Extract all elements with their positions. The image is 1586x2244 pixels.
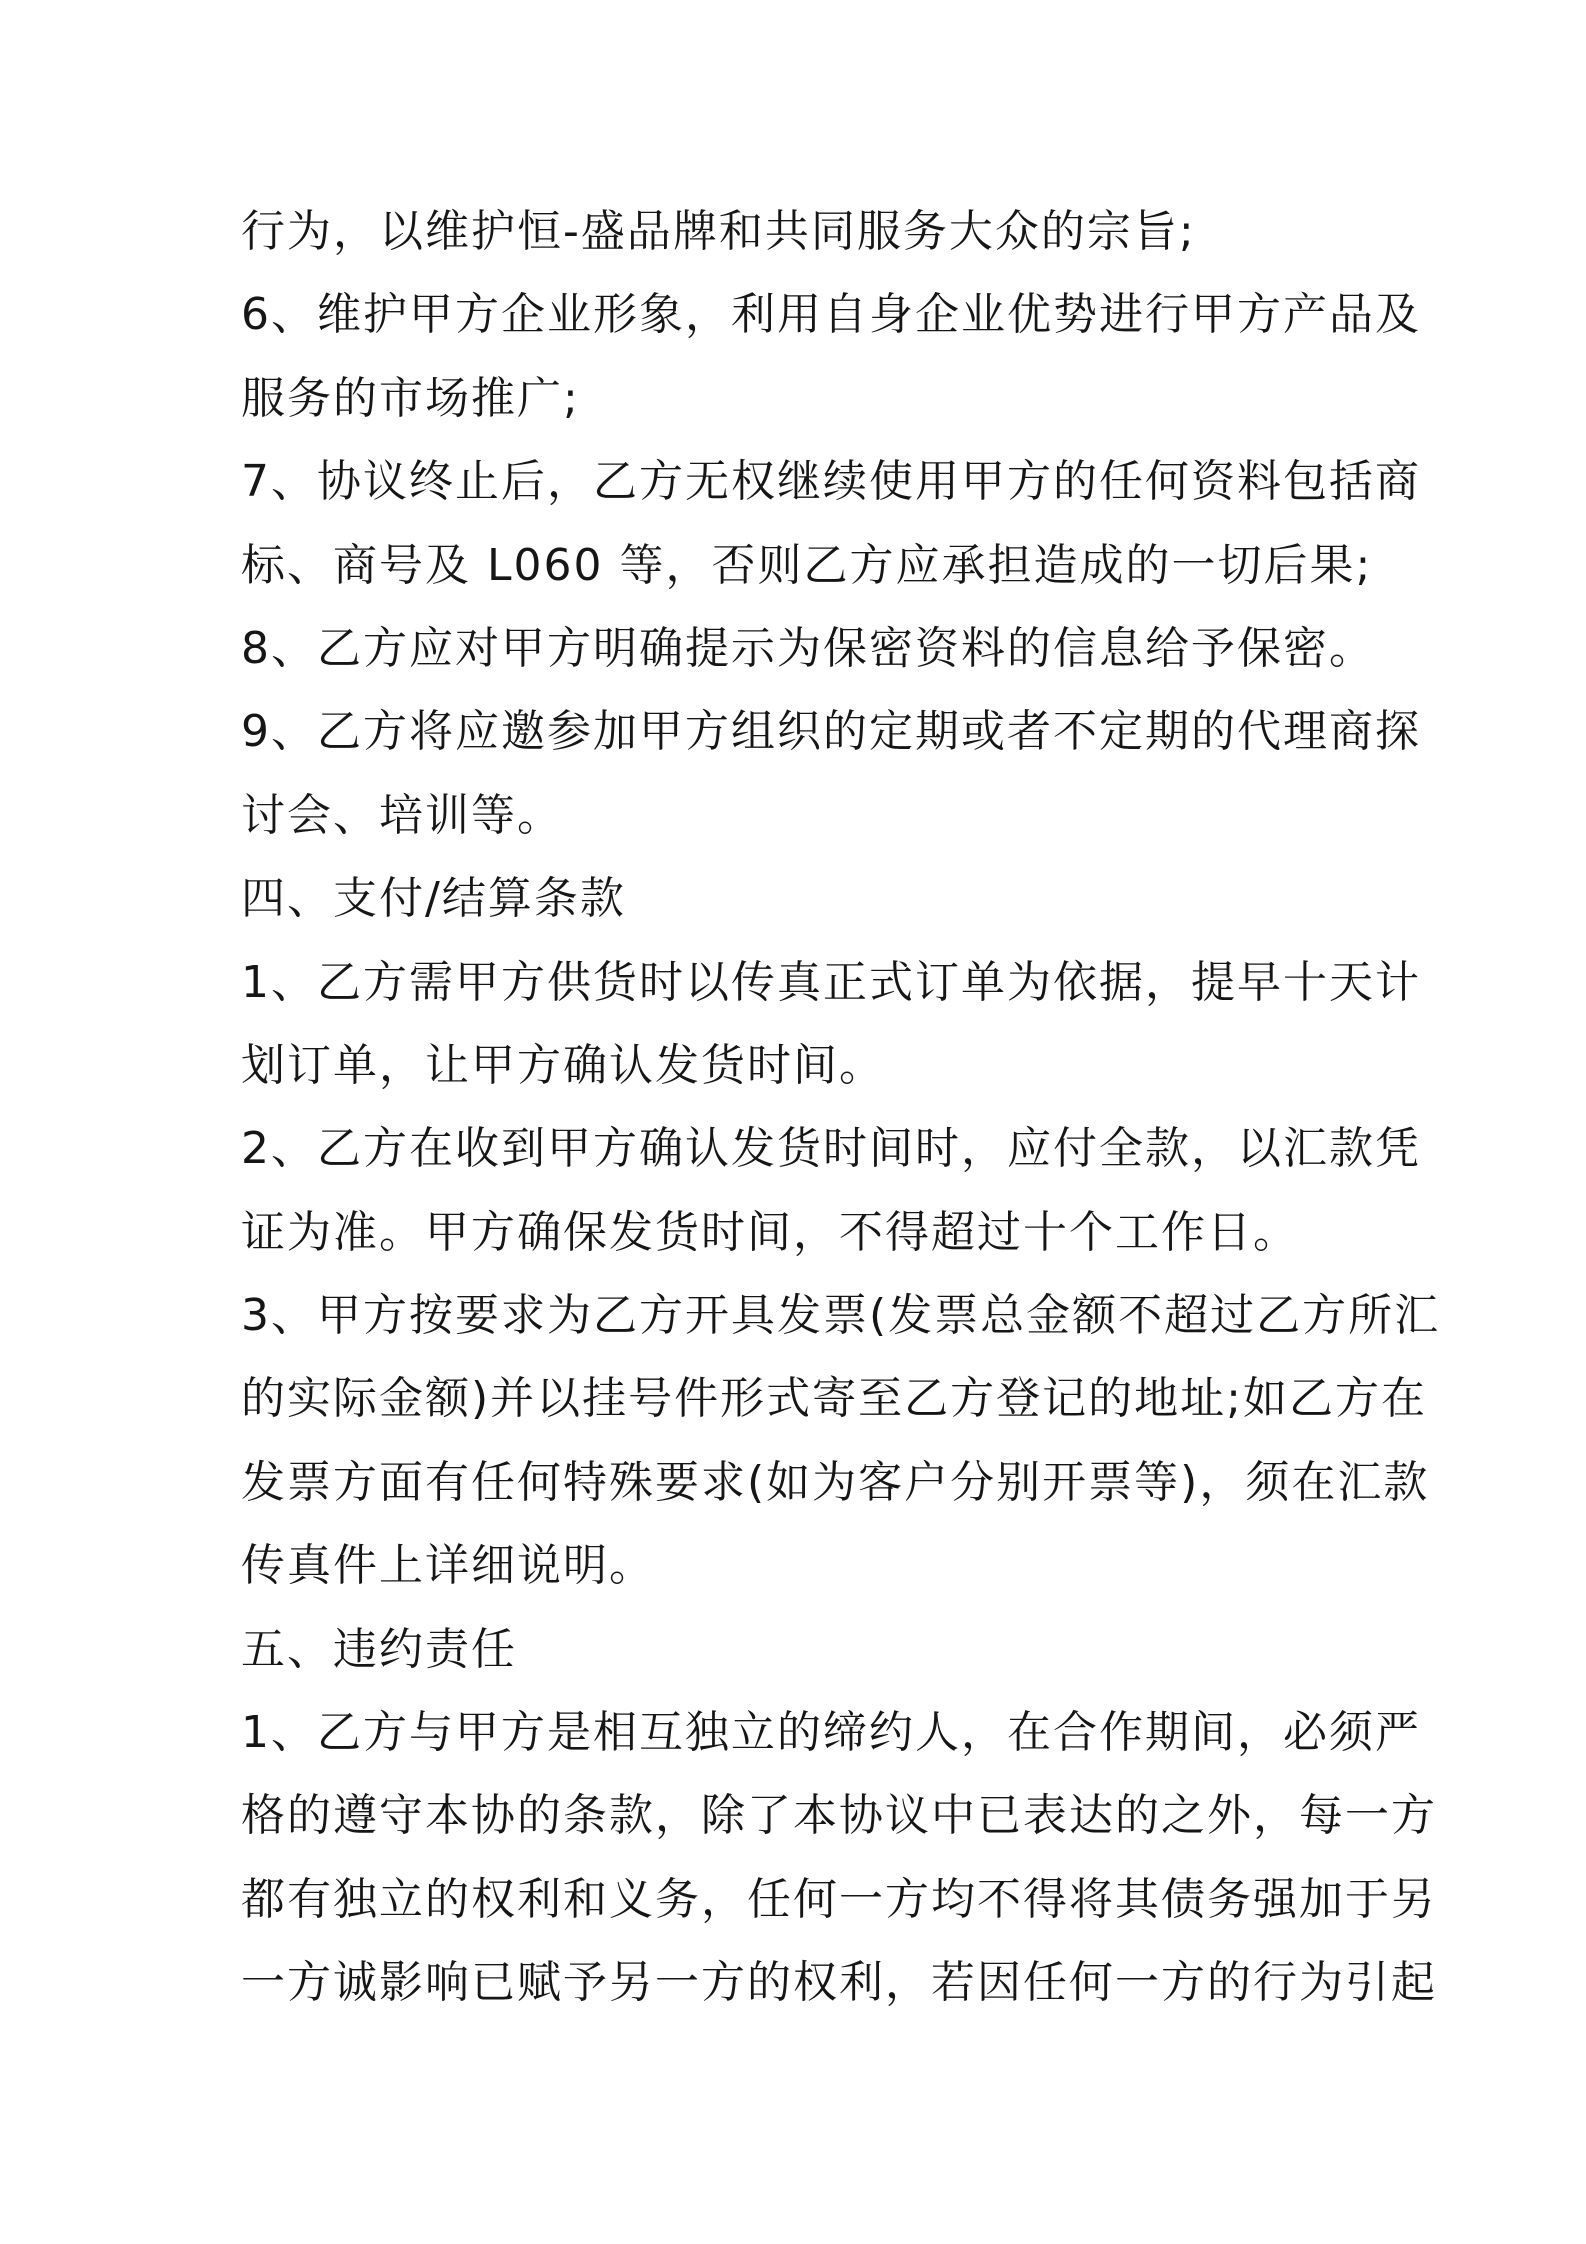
text-line: 7、协议终止后，乙方无权继续使用甲方的任何资料包括商 bbox=[241, 456, 1421, 508]
text-line: 2、乙方在收到甲方确认发货时间时，应付全款，以汇款凭 bbox=[241, 1123, 1421, 1175]
text-line: 发票方面有任何特殊要求(如为客户分别开票等)，须在汇款 bbox=[241, 1456, 1430, 1508]
text-line: 标、商号及 L060 等，否则乙方应承担造成的一切后果; bbox=[241, 539, 1373, 591]
text-line: 证为准。甲方确保发货时间，不得超过十个工作日。 bbox=[241, 1206, 1299, 1258]
text-line: 服务的市场推广; bbox=[241, 372, 580, 424]
text-line: 3、甲方按要求为乙方开具发票(发票总金额不超过乙方所汇 bbox=[241, 1290, 1441, 1342]
section-heading: 五、违约责任 bbox=[241, 1623, 517, 1675]
section-heading: 四、支付/结算条款 bbox=[241, 873, 626, 925]
text-line: 划订单，让甲方确认发货时间。 bbox=[241, 1039, 885, 1091]
text-line: 都有独立的权利和义务，任何一方均不得将其债务强加于另 bbox=[241, 1873, 1437, 1925]
text-line: 1、乙方需甲方供货时以传真正式订单为依据，提早十天计 bbox=[241, 956, 1421, 1008]
text-line: 8、乙方应对甲方明确提示为保密资料的信息给予保密。 bbox=[241, 622, 1375, 674]
text-line: 1、乙方与甲方是相互独立的缔约人，在合作期间，必须严 bbox=[241, 1707, 1421, 1759]
text-line: 6、维护甲方企业形象，利用自身企业优势进行甲方产品及 bbox=[241, 289, 1421, 341]
text-line: 9、乙方将应邀参加甲方组织的定期或者不定期的代理商探 bbox=[241, 706, 1421, 758]
text-line: 行为，以维护恒-盛品牌和共同服务大众的宗旨; bbox=[241, 206, 1196, 257]
text-line: 格的遵守本协的条款，除了本协议中已表达的之外，每一方 bbox=[241, 1790, 1437, 1842]
text-line: 一方诚影响已赋予另一方的权利，若因任何一方的行为引起 bbox=[241, 1957, 1437, 2009]
text-line: 的实际金额)并以挂号件形式寄至乙方登记的地址;如乙方在 bbox=[241, 1373, 1427, 1425]
document-body bbox=[241, 190, 1441, 2025]
text-line: 传真件上详细说明。 bbox=[241, 1540, 655, 1592]
text-line: 讨会、培训等。 bbox=[241, 789, 563, 841]
